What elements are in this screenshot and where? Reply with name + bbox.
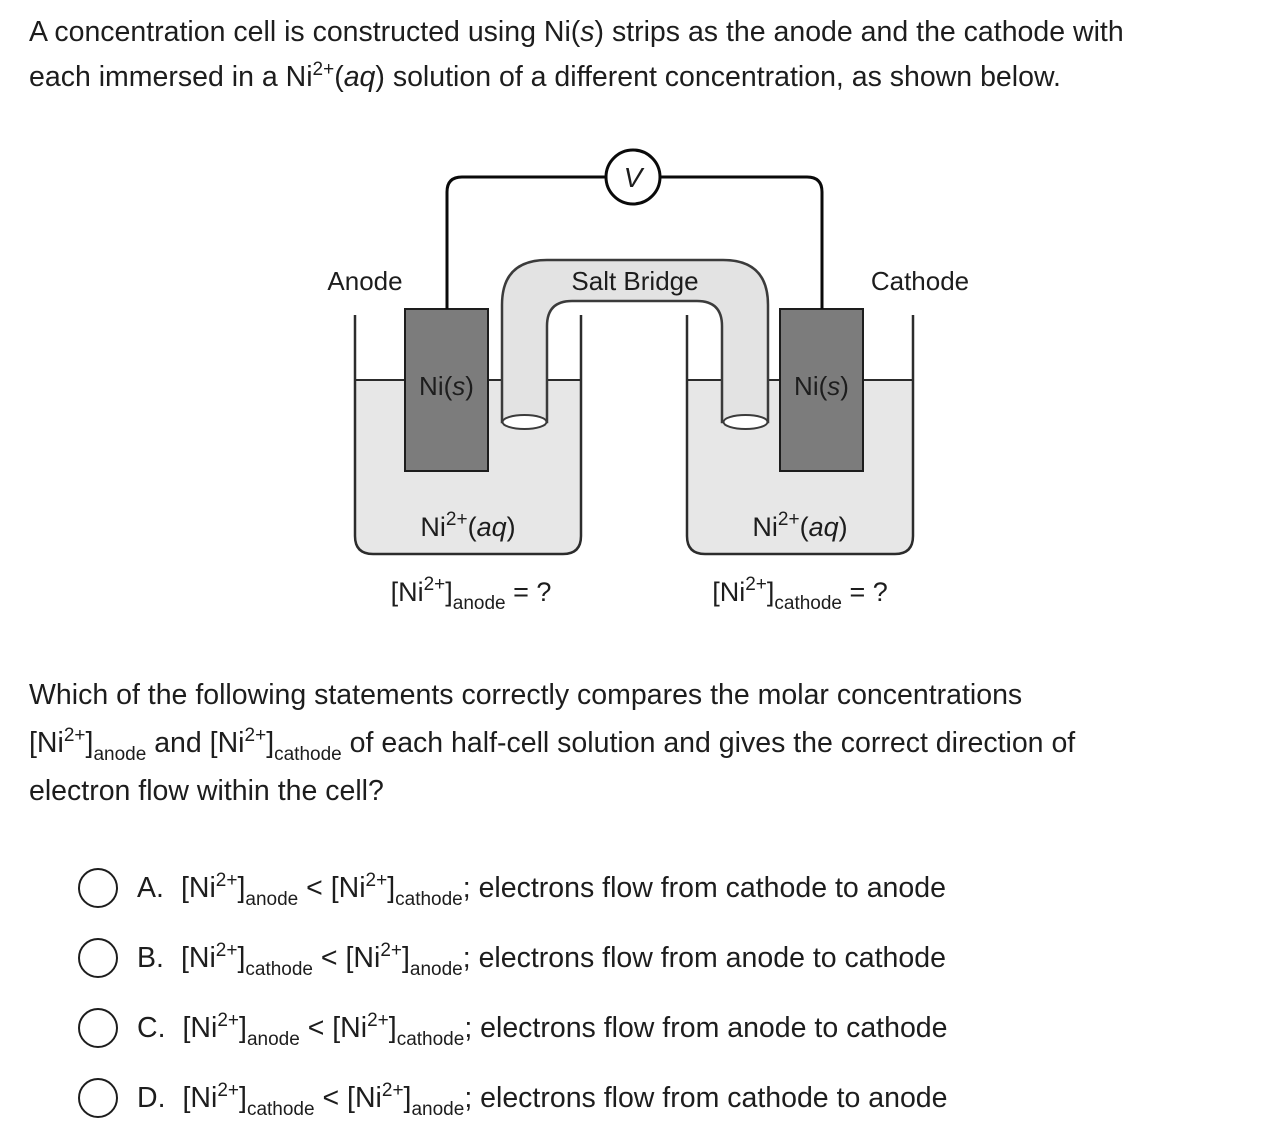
intro-line-2: each immersed in a $Ni^{2+}(aq)$ solution of a different concentration, as shown below.: [29, 59, 1061, 93]
salt-bridge-left-opening: [503, 415, 547, 429]
voltmeter-label: V: [623, 162, 643, 193]
question-line-3: electron flow within the cell?: [29, 775, 384, 807]
option-c-radio[interactable]: [78, 1008, 118, 1048]
option-b-radio[interactable]: [78, 938, 118, 978]
concentration-cell-diagram: [300, 138, 980, 638]
option-c[interactable]: [78, 993, 1270, 1063]
intro-paragraph: [29, 0, 1254, 100]
cathode-label: Cathode: [870, 266, 970, 296]
option-b[interactable]: [78, 923, 1270, 993]
anode-label: Anode: [327, 266, 403, 296]
option-d[interactable]: [78, 1063, 1270, 1133]
option-c-letter: C.: [137, 1011, 166, 1044]
salt-bridge-label: Salt Bridge: [571, 266, 699, 296]
option-b-text: $[Ni^{2+}]_{cathode} < [Ni^{2+}]_{anode}$; electrons flow from anode to cathode: [180, 939, 946, 980]
option-a-letter: A.: [137, 871, 164, 904]
anode-electrode-label: Ni(s): [419, 371, 474, 401]
salt-bridge-right-opening: [724, 415, 768, 429]
question-line-1: Which of the following statements correctly compares the molar concentrations: [29, 679, 1023, 711]
cathode-solution-label: $Ni^{2+}(aq)$: [752, 509, 848, 542]
option-a[interactable]: [78, 853, 1270, 923]
option-c-text: $[Ni^{2+}]_{anode} < [Ni^{2+}]_{cathode}$; electrons flow from anode to cathode: [182, 1009, 948, 1050]
option-d-text: $[Ni^{2+}]_{cathode} < [Ni^{2+}]_{anode}$; electrons flow from cathode to anode: [182, 1079, 948, 1120]
anode-concentration-label: $[Ni^{2+}]_{anode}$ = ?: [390, 574, 552, 614]
intro-line-1: A concentration cell is constructed using Ni(s) strips as the anode and the cathode with: [29, 16, 1124, 48]
option-d-letter: D.: [137, 1081, 166, 1114]
option-a-radio[interactable]: [78, 868, 118, 908]
question-line-2: $[Ni^{2+}]_{anode}$ and $[Ni^{2+}]_{cathode}$ of each half-cell solution and gives the correct direction of: [29, 725, 1076, 765]
option-d-radio[interactable]: [78, 1078, 118, 1118]
option-a-text: $[Ni^{2+}]_{anode} < [Ni^{2+}]_{cathode}$; electrons flow from cathode to anode: [180, 869, 946, 910]
option-b-letter: B.: [137, 941, 164, 974]
cell-diagram-svg: [300, 138, 980, 638]
anode-solution-label: $Ni^{2+}(aq)$: [420, 509, 516, 542]
question-paragraph: [29, 671, 1254, 815]
cathode-concentration-label: $[Ni^{2+}]_{cathode}$ = ?: [712, 574, 888, 614]
answer-options: [0, 853, 1270, 1133]
cathode-electrode-label: Ni(s): [794, 371, 849, 401]
